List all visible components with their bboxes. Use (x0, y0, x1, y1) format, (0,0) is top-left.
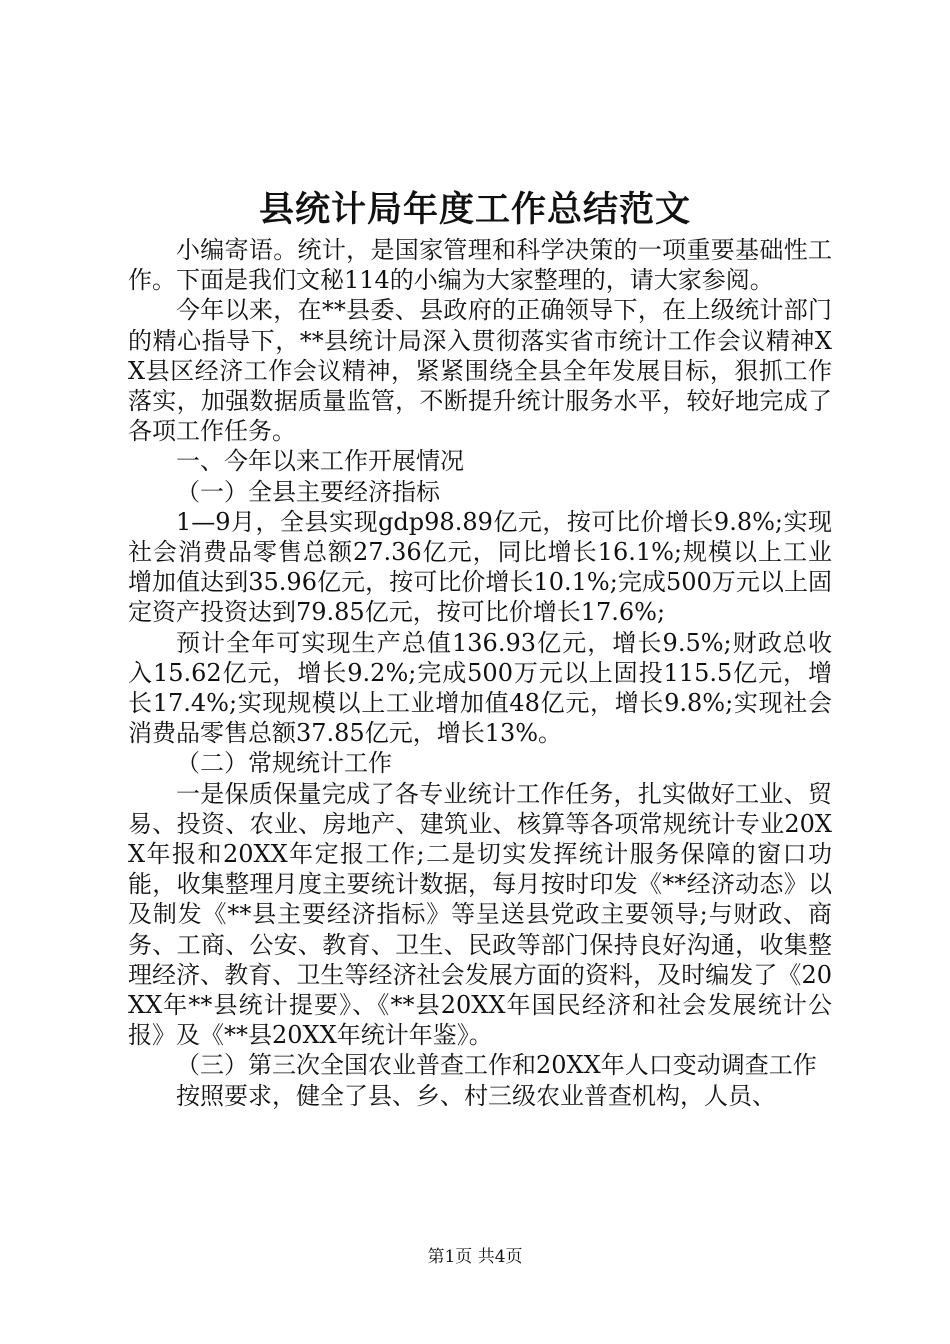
paragraph-intro: 小编寄语。统计，是国家管理和科学决策的一项重要基础性工作。下面是我们文秘114的小编为大家整理的，请大家参阅。 (128, 236, 832, 295)
paragraph-overview: 今年以来，在**县委、县政府的正确领导下，在上级统计部门的精心指导下，**县统计局深入贯彻落实省市统计工作会议精神XX县区经济工作会议精神，紧紧围绕全县全年发展目标，狠抓工作落实，加强数据质量监管，不断提升统计服务水平，较好地完成了各项工作任务。 (128, 296, 832, 446)
page-footer: 第1页 共4页 (427, 1247, 523, 1267)
document-title: 县统计局年度工作总结范文 (258, 189, 691, 230)
paragraph-indicators: 1—9月，全县实现gdp98.89亿元，按可比价增长9.8%;实现社会消费品零售总额27.36亿元，同比增长16.1%;规模以上工业增加值达到35.96亿元，按可比价增长10.1%;完成500万元以上固定资产投资达到79.85亿元，按可比价增长17.6%; (128, 507, 832, 627)
subsection-heading-3: （三）第三次全国农业普查工作和20XX年人口变动调查工作 (176, 1051, 817, 1080)
document-body (128, 235, 832, 1111)
paragraph-census: 按照要求，健全了县、乡、村三级农业普查机构，人员、 (176, 1081, 776, 1110)
subsection-heading-1: （一）全县主要经济指标 (176, 477, 440, 506)
section-heading-1: 一、今年以来工作开展情况 (176, 447, 464, 476)
subsection-heading-2: （二）常规统计工作 (176, 749, 392, 778)
paragraph-forecast: 预计全年可实现生产总值136.93亿元，增长9.5%;财政总收入15.62亿元，增长9.2%;完成500万元以上固投115.5亿元，增长17.4%;实现规模以上工业增加值48亿元，增长9.8%;实现社会消费品零售总额37.85亿元，增长13%。 (128, 628, 832, 748)
paragraph-routine-work: 一是保质保量完成了各专业统计工作任务，扎实做好工业、贸易、投资、农业、房地产、建筑业、核算等各项常规统计专业20XX年报和20XX年定报工作;二是切实发挥统计服务保障的窗口功能，收集整理月度主要统计数据，每月按时印发《**经济动态》以及制发《**县主要经济指标》等呈送县党政主要领导;与财政、商务、工商、公安、教育、卫生、民政等部门保持良好沟通，收集整理经济、教育、卫生等经济社会发展方面的资料，及时编发了《20XX年**县统计提要》、《**县20XX年国民经济和社会发展统计公报》及《**县20XX年统计年鉴》。 (128, 779, 832, 1050)
